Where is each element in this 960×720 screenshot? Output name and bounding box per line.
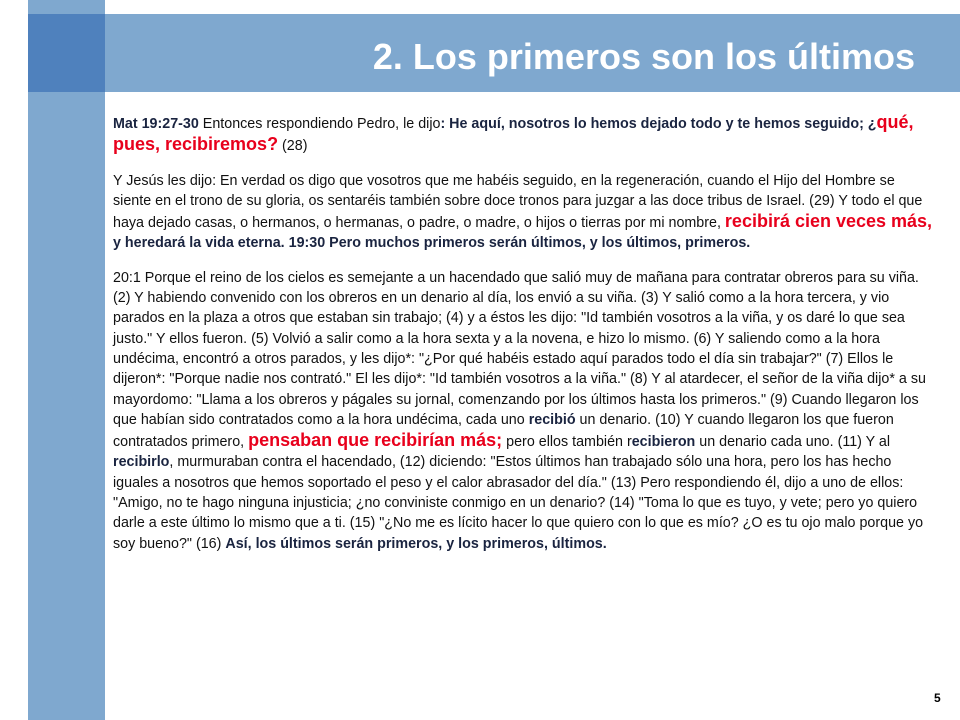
text-span: Entonces respondiendo Pedro, le dijo — [198, 116, 441, 132]
text-span: Y Jesús les dijo: En verdad os digo que vosotros que me habéis seguido, en la regeneración, cuando el Hijo del Hombre se siente en el trono de su gloria, os sentaréis también sobre doce tronos para juzgar a las doce tribus de Israel. (29) Y todo el que haya dejado casas, o hermanos, o hermanas, o padre, o madre, o hijos o tierras por mi nombre, — [113, 172, 923, 232]
bold-span: recibió — [528, 411, 576, 428]
slide-title: 2. Los primeros son los últimos — [372, 36, 915, 77]
text-span: (28) — [278, 138, 308, 155]
text-span: , murmuraban contra el hacendado, (12) diciendo: "Estos últimos han trabajado sólo una hora, pero los has hecho iguales a nosotros que hemos soportado el peso y el calor abrasador del día." (13) Pero respondiendo él, dijo a uno de ellos: "Amigo, no te hago ninguna injusticia; ¿no conviniste conmigo en un denario? (14) "Toma lo que es tuyo, y vete; pero yo quiero darle a este último lo mismo que a ti. (15) "¿No me es lícito hacer lo que quiero con lo que es mío? ¿O es tu ojo malo porque yo soy bueno?" (16) — [113, 454, 924, 552]
bold-span: ecibieron — [631, 434, 696, 451]
bold-span: Así, los últimos serán primeros, y los primeros, últimos. — [225, 535, 607, 552]
text-span: pero ellos también r — [502, 434, 632, 451]
highlight-span: qué, pues, recibiremos? — [113, 112, 914, 155]
highlight-span: pensaban que recibirían más; — [248, 430, 503, 451]
text-span: un denario cada uno. (11) Y al — [695, 434, 891, 451]
bold-span: recibirlo — [113, 454, 170, 471]
verse-reference: Mat 19:27-30 — [113, 116, 199, 132]
page-number: 5 — [934, 691, 941, 705]
text-span: 20:1 Porque el reino de los cielos es semejante a un hacendado que salió muy de mañana para contratar obreros para su viña. (2) Y habiendo convenido con los obreros en un denario al día, los envió a su viña. (3) Y salió como a la hora tercera, y vio parados en la plaza a otros que estaban sin trabajo; (4) y a éstos les dijo: "Id también vosotros a la viña, y os daré lo que sea justo." Y ellos fueron. (5) Volvió a salir como a la hora sexta y a la novena, e hizo lo mismo. (6) Y saliendo como a la hora undécima, encontró a otros parados, y les dijo*: "¿Por qué habéis estado aquí parados todo el día sin trabajar?" (7) Ellos le dijeron*: "Porque nadie nos contrató." El les dijo*: "Id también vosotros a la viña." (8) Y al atardecer, el señor de la viña dijo* a su mayordomo: "Llama a los obreros y págales su jornal, comenzando por los últimos hasta los primeros." (9) Cuando llegaron los que habían sido contratados como a la hora undécima, cada uno — [113, 269, 926, 428]
paragraph-2 — [113, 171, 933, 254]
highlight-span: recibirá cien veces más, — [724, 211, 933, 232]
paragraph-3 — [113, 268, 933, 554]
title-band-corner — [28, 14, 105, 92]
scripture-text — [113, 112, 933, 568]
paragraph-1 — [113, 112, 933, 157]
left-accent-bar — [28, 0, 105, 720]
bold-span: y heredará la vida eterna. 19:30 Pero muchos primeros serán últimos, y los últimos, primeros. — [113, 235, 751, 252]
text-span: un denario. (10) Y cuando llegaron los que fueron contratados primero, — [113, 411, 894, 451]
bold-span: : He aquí, nosotros lo hemos dejado todo y te hemos seguido; ¿ — [440, 116, 877, 132]
